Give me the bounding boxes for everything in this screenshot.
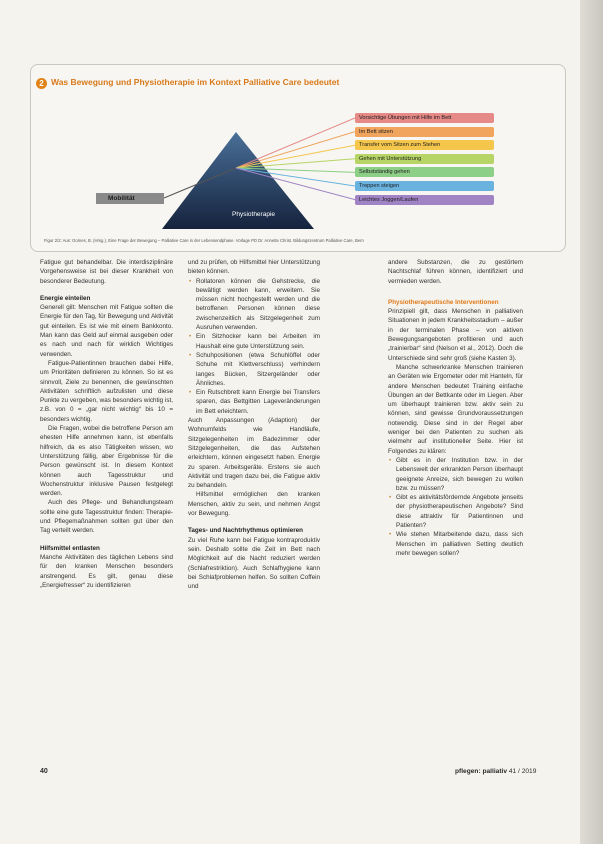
figure-caption: Figur 2/2: Aus: Gomes, B. (Hrsg.), Eine Frage der Bewegung – Palliative Care in der Lebensendphase. Vorlage PD Dr. Annette Christ. Bildungszentrum Palliative Care, Bern (44, 238, 364, 243)
paragraph: Zu viel Ruhe kann bei Fatigue kontraproduktiv sein. Deshalb sollte die Zeit im Bett nach Möglichkeit auf die Nacht reduziert werden (Schlafrestriktion). Auch Schlafhygiene kann bei Schlafproblemen helfen. So sollten Coffein und (188, 536, 320, 591)
legend-item: Selbstständig gehen (355, 167, 494, 177)
pyramid-label: Physiotherapie (232, 211, 275, 218)
legend-item: Im Bett sitzen (355, 127, 494, 137)
figure-title: Was Bewegung und Physiotherapie im Kontext Palliative Care bedeutet (51, 77, 340, 87)
legend-item: Vorsichtige Übungen mit Hilfe im Bett (355, 113, 494, 123)
paragraph: andere Substanzen, die zu gestörtem Nachtschlaf führen können, identifiziert und vermieden werden. (388, 259, 523, 285)
section-heading: Tages- und Nachtrhythmus optimieren (188, 527, 303, 535)
text-column-1 (40, 258, 173, 590)
paragraph: Manche schwerkranke Menschen trainieren an Geräten wie Ergometer oder mit Hanteln, für andere Menschen bedeutet Training einfache Übungen an der Bettkante oder im Liegen. Aber um überhaupt trainieren bzw. aktiv sein zu können, sind gewisse Grundvoraussetzungen notwendig. Diese sind in der Regel aber weniger bei den Patienten zu suchen als vielmehr auf institutioneller Seite. Hier ist Folgendes zu klären: (388, 363, 523, 455)
list-item: • Rollatoren können die Gehstrecke, die bewältigt werden kann, erweitern. Sie müssen nicht hochgestellt werden und die betroffenen Personen können diese zwischenzeitlich als Sitzgelegenheit zum Ausruhen verwenden. (196, 277, 320, 333)
text-column-2 (188, 258, 320, 591)
figure-number-badge: 2 (36, 78, 47, 89)
paragraph: Hilfsmittel ermöglichen den kranken Menschen, aktiv zu sein, und nehmen Angst vor Bewegung. (188, 491, 320, 518)
list-item: • Wie stehen Mitarbeitende dazu, dass sich Menschen im palliativen Setting deutlich mehr bewegen sollen? (396, 530, 523, 558)
legend-item: Leichtes Joggen/Laufen (355, 195, 494, 205)
bullet-list (188, 277, 320, 416)
page-edge (580, 0, 603, 844)
list-item: • Ein Rutschbrett kann Energie bei Transfers sparen, das Bettgitten Lageveränderungen im Bett erleichtern. (196, 388, 320, 416)
connector-line (236, 132, 355, 168)
legend-item: Transfer vom Sitzen zum Stehen (355, 140, 494, 150)
paragraph: Auch des Pflege- und Behandlungsteam sollte eine gute Tagesstruktur finden: Therapie- und Pflegemaßnahmen sollten gut über den Tag verteilt werden. (40, 499, 173, 535)
issue-number: 41 / 2019 (508, 768, 537, 775)
paragraph: Generell gilt: Menschen mit Fatigue sollten die Energie für den Tag, für Bewegung und Aktivität gut einteilen. Es ist wie mit einem Bankkonto. Man kann das Geld auf einmal ausgeben oder es nach und nach für wirklich Wichtiges verwenden. (40, 304, 173, 358)
text-column-3 (388, 258, 523, 558)
section-heading: Physiotherapeutische Interventionen (388, 298, 499, 306)
activity-legend (355, 113, 494, 208)
list-item: • Schuhpositionen (etwa Schuhlöffel oder Schuhe mit Klettverschluss) verhindern langes Bücken, Sitzergeländer oder Ähnliches. (196, 351, 320, 388)
paragraph: Auch Anpassungen (Adaption) der Wohnumfelds wie Handläufe, Sitzgelegenheiten im Badezimmer oder Sitzgelegenheiten, die das Aufstehen erleichtern, können eingesetzt haben. Energie zu sparen. Arbeitsgeräte. Erstens sie auch Aktivität und tragen dazu bei, die Fatigue aktiv zu behandeln. (188, 417, 320, 490)
legend-item: Gehen mit Unterstützung (355, 154, 494, 164)
paragraph: Fatigue gut behandelbar. Die interdisziplinäre Vorgehensweise ist bei dieser Krankheit von besonderer Bedeutung. (40, 259, 173, 285)
magazine-name: pflegen: palliativ (455, 768, 508, 775)
list-item: • Gibt es aktivitätsfördernde Angebote jenseits der physiotherapeutischen Angebote? Sind diese attraktiv für Patientinnen und Patienten? (396, 493, 523, 530)
section-heading: Energie einteilen (40, 294, 91, 302)
paragraph: und zu prüfen, ob Hilfsmittel hier Unterstützung bieten können. (188, 259, 320, 276)
section-heading: Hilfsmittel entlasten (40, 544, 100, 552)
paragraph: Manche Aktivitäten des täglichen Lebens sind für den kranken Menschen besonders anstrengend. Es gilt, genau diese „Energiefresser“ zu identifizieren (40, 553, 173, 589)
legend-item: Treppen steigen (355, 181, 494, 191)
mobility-label: Mobilität (96, 193, 164, 204)
page-number: 40 (40, 768, 48, 775)
list-item: • Ein Sitzhocker kann bei Arbeiten im Haushalt eine gute Unterstützung sein. (196, 332, 320, 351)
paragraph: Die Fragen, wobei die betroffene Person am ehesten Hilfe annehmen kann, ist ebenfalls hilfreich, da es also Tätigkeiten wissen, wo Unterstützung fällig, aber Ergebnisse für die Person gewünscht ist. In diesem Kontext können auch Tagesstruktur und Wochenstruktur inklusive Pausen festgelegt werden. (40, 425, 173, 498)
bullet-list (388, 456, 523, 558)
paragraph: Fatigue-Patientinnen brauchen dabei Hilfe, um Prioritäten definieren zu können. So ist es sinnvoll, Ziele zu benennen, die gewünschten Aktivitäten schriftlich aufzulisten und diese Punkte zu vergeben, was besonders wichtig ist, z.B. von 0 = „gar nicht wichtig“ bis 10 = besonders wichtig. (40, 359, 173, 423)
paragraph: Prinzipiell gilt, dass Menschen in palliativen Situationen in jedem Krankheitsstadium – außer in der terminalen Phase – von aktiven Bewegungsangeboten profitieren und auch „trainierbar“ sind (Nelson et al., 2012). Doch die Unterschiede sind sehr groß (siehe Kasten 3). (388, 308, 523, 362)
list-item: • Gibt es in der Institution bzw. in der Lebenswelt der erkrankten Person überhaupt geeignete Anreize, sich bewegen zu wollen bzw. zu müssen? (396, 456, 523, 493)
magazine-footer (455, 768, 536, 775)
